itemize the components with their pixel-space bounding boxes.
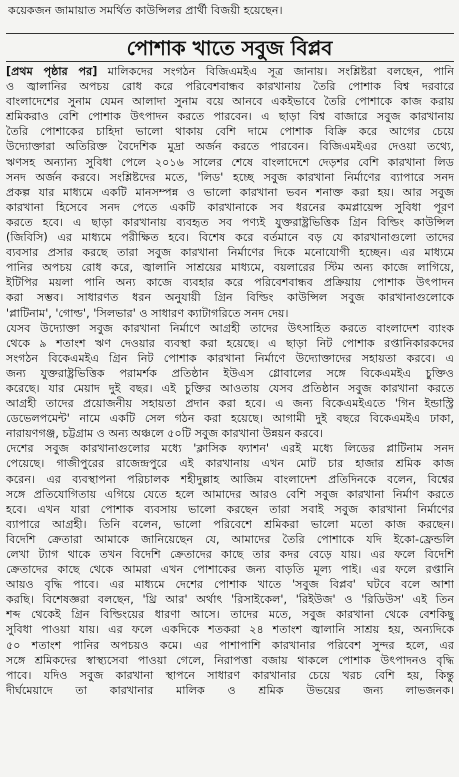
- body-line: বিদেশি ক্রেতারা আমাকে জানিয়েছেন যে, আমাদের তৈরি পোশাকে যদি ইকো-ফ্রেন্ডলি: [6, 532, 454, 546]
- body-line: পেয়েছে। গাজীপুরের রাজেন্দ্রপুরে এই কারখানায় এখন মোট চার হাজার শ্রমিক কাজ: [6, 457, 454, 471]
- body-line: [6, 698, 454, 713]
- body-line: দেশের সবুজ কারখানাগুলোর মধ্যে 'ক্লাসিক ফ্যাশন' এরই মধ্যে লিডের প্লাটিনাম সনদ: [6, 442, 454, 456]
- body-line: ব্যবসার প্রসার করছে তারা সবুজ কারখানা নির্মাণের দিকে মনোযোগী হচ্ছেন। এর মাধ্যমে: [6, 246, 454, 260]
- body-line: করেন। এর ব্যবস্থাপনা পরিচালক শহীদুল্লাহ আজিম বাংলাদেশ প্রতিদিনকে বলেন, বিশ্বের: [6, 472, 454, 486]
- body-line: ব্যাপারে আগ্রহী। তিনি বলেন, ভালো পরিবেশে শ্রমিকরা ভালো মতো কাজ করছেন।: [6, 517, 454, 531]
- body-line: প্রকল্প যার মাধ্যমে একটি মানসম্পন্ন ও ভালো কারখানা ভবন শনাক্ত করা হয়। আর সবুজ: [6, 185, 454, 199]
- body-line: জন্য যুক্তরাষ্ট্রভিত্তিক পরামর্শক প্রতিষ্ঠান ইউএস গ্লোবালের সঙ্গে বিকেএমইএ চুক্তিও: [6, 366, 454, 380]
- body-line: ৫০ শতাংশ পানির অপচয়ও কমে। এর পাশাপাশি কারখানার পরিবেশ সুন্দর হলে, এর: [6, 638, 454, 652]
- body-line: লেখা ট্যাগ থাকে তখন বিদেশি ক্রেতাদের কাছে তার কদর বেড়ে যায়। এর ফলে বিদেশি: [6, 548, 454, 561]
- body-line: সঙ্গে শ্রমিকদের স্বাস্থ্যসেবা পাওয়া গেলে, নিরাপত্তা বজায় থাকলে পোশাক উৎপাদনও বৃদ্ধি: [6, 653, 454, 667]
- body-line: সনদ অর্জন করবে। সংশ্লিষ্টদের মতে, 'লিড' হচ্ছে সবুজ কারখানা নির্মাণের ব্যাপারে সনদ: [6, 170, 454, 184]
- article-body: [6, 64, 454, 772]
- body-line: বাংলাদেশের সুনাম যেমন আলাদা সুনাম বয়ে আনবে একইভাবে তৈরি পোশাকে কাজ করায়: [6, 95, 454, 109]
- body-line: করতে হবে। এ ছাড়া কারখানায় ব্যবহৃত সব পণ্যই যুক্তরাষ্ট্রভিত্তিক গ্রিন বিল্ডিং কাউন্সিল: [6, 215, 454, 229]
- body-line: ডেভেলপমেন্ট' নামে একটি সেল গঠন করা হয়েছে। আগামী দুই বছরে বিকেএমইএ ঢাকা,: [6, 412, 454, 426]
- body-line: নারায়ণগঞ্জ, চট্টগ্রাম ও অন্য অঞ্চলে ৫০টি সবুজ কারখানা উন্নয়ন করবে।: [6, 427, 324, 441]
- body-line: পাবে। যদিও সবুজ কারখানা স্থাপনে সাধারণ কারখানার চেয়ে খরচ বেশি হয়, কিন্তু: [6, 668, 454, 682]
- body-line: আগ্রহী তাদের প্রয়োজনীয় সহায়তা প্রদান করা হবে। এ জন্য বিকেএমইএতে 'গিন ইন্ডাস্ট্রি: [6, 397, 454, 411]
- body-line: ইটিপির ময়লা পানি অন্য কাজে ব্যবহার করে পরিবেশবান্ধব প্রক্রিয়ায় পোশাক উৎপাদন: [6, 276, 454, 290]
- body-line: 'প্লাটিনাম', 'গোল্ড', 'সিলভার' ও সাধারণ ক্যাটাগরিতে সনদ দেয়।: [6, 306, 289, 320]
- body-line: সুবিধা পাওয়া যায়। এর ফলে একদিকে শতকরা ২৪ শতাংশ জ্বালানি সাশ্রয় হয়, অন্যদিকে: [6, 623, 454, 637]
- body-line: করছি। বিশেষজ্ঞরা বলছেন, 'থ্রি আর' অর্থাৎ 'রিসাইকেল', 'রিইউজ' ও 'রিডিউস' এই তিন: [6, 593, 454, 607]
- body-line: করা সম্ভব। সাধারণত ধরন অনুযায়ী গ্রিন বিল্ডিং কাউন্সিল সবুজ কারখানাগুলোকে: [6, 291, 454, 305]
- body-line: আয়ও বৃদ্ধি পাবে। এর মাধ্যমে দেশের পোশাক খাতে 'সবুজ বিপ্লব' ঘটবে বলে আশা: [6, 578, 454, 592]
- body-line: করেছে। যার মেয়াদ দুই বছর। এই চুক্তির আওতায় যেসব প্রতিষ্ঠান সবুজ কারখানা করতে: [6, 381, 454, 395]
- body-line: পানির অপচয় রোধ করে, জ্বালানি সাশ্রয়ের মাধ্যমে, বয়লারের স্টিম অন্য কাজে লাগিয়ে,: [6, 261, 454, 275]
- body-line: ক্রেতাদের কাছে থেকে আমরা এখন পোশাকের জন্য বাড়তি মূল্য পাই। এর ফলে রপ্তানি: [6, 563, 454, 577]
- body-line: কারখানা হিসেবে সনদ পেতে একটি কারখানাকে সব ধরনের কমপ্লায়েন্স সুবিধা পূরণ: [6, 200, 454, 214]
- body-line: দীর্ঘমেয়াদে তা কারখানার মালিক ও শ্রমিক উভয়ের জন্য লাভজনক।: [6, 683, 454, 697]
- body-line: ঋণসহ অন্যান্য সুবিধা পেলে ২০১৬ সালের শেষে বাংলাদেশে দেড়শর বেশি কারখানা লিড: [6, 155, 454, 169]
- body-line: শ্রমিকরাও বেশি পোশাক উৎপাদন করতে পারবেন। এ ছাড়া বিশ্ব বাজারে সবুজ কারখানায়: [6, 110, 454, 124]
- article-headline: পোশাক খাতে সবুজ বিপ্লব: [126, 36, 333, 60]
- body-line-text: মালিকদের সংগঠন বিজিএমইএ সূত্র জানায়। সংশ্লিষ্টরা বলছেন, পানি: [97, 65, 454, 78]
- body-line: শব্দ থেকেই গ্রিন বিল্ডিংয়ের ধারণা আসে। তাদের মতে, সবুজ কারখানা থেকে বেশকিছু: [6, 608, 454, 622]
- intro-line: কয়েকজন জামায়াত সমর্থিত কাউন্সিলর প্রার্থী বিজয়ী হয়েছেন।: [8, 4, 283, 17]
- body-line: ও জ্বালানির অপচয় রোধ করে পরিবেশবান্ধব কারখানায় তৈরি পোশাক বিশ্ব দরবারে: [6, 80, 454, 94]
- body-line-1: [6, 64, 454, 79]
- top-divider: [6, 33, 454, 34]
- body-line: হবে। এখন যারা পোশাক ব্যবসায় ভালো করছেন তারা সবাই সবুজ কারখানা নির্মাণের: [6, 502, 454, 516]
- body-line: যেসব উদ্যোক্তা সবুজ কারখানা নির্মাণে আগ্রহী তাদের উৎসাহিত করতে বাংলাদেশ ব্যাংক: [6, 321, 454, 335]
- continued-from-tag: [প্রথম পৃষ্ঠার পর]: [6, 65, 98, 78]
- body-line: থেকে ৯ শতাংশ ঋণ দেওয়ার ব্যবস্থা করা হয়েছে। এ ছাড়া নিট পোশাক রপ্তানিকারকদের: [6, 336, 454, 350]
- body-line: তৈরি পোশাকের চাহিদা ভালো থাকায় বেশি দামে পোশাক বিক্রি করে আগের চেয়ে: [6, 125, 454, 139]
- body-line: (জিবিসি) এর মাধ্যমে পরীক্ষিত হবে। বিশেষ করে বর্তমানে বড় যে কারখানাগুলো তাদের: [6, 231, 454, 245]
- body-line: উদ্যোক্তারা অতিরিক্ত বৈদেশিক মুদ্রা অর্জন করতে পারবেন। বিজিএমইএর দেওয়া তথ্যে,: [6, 140, 454, 154]
- headline-divider: [6, 61, 454, 62]
- body-line: সঙ্গে প্রতিযোগিতায় এগিয়ে যেতে হলে আমাদের আরও বেশি সবুজ কারখানা নির্মাণ করতে: [6, 487, 454, 501]
- body-line: সংগঠন বিকেএমইএ গ্রিন নিট পোশাক কারখানা নির্মাণে উদ্যোক্তাদের সহায়তা করবে। এ: [6, 351, 454, 365]
